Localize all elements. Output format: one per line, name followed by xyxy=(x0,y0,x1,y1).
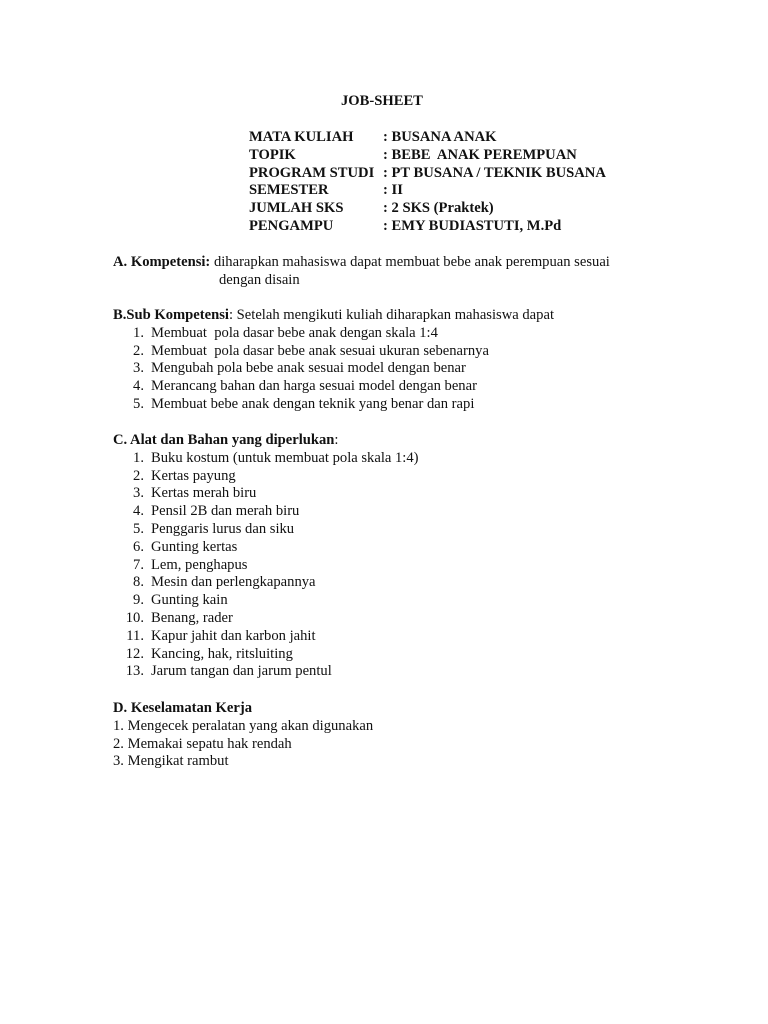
item-text: Gunting kertas xyxy=(151,538,238,555)
list-item xyxy=(113,521,419,539)
meta-label: PROGRAM STUDI xyxy=(249,164,375,181)
item-text: Benang, rader xyxy=(151,609,233,626)
list-item xyxy=(113,343,554,361)
item-text: Mesin dan perlengkapannya xyxy=(151,574,316,591)
course-meta-block xyxy=(249,129,606,236)
kompetensi-heading: A. Kompetensi: xyxy=(113,254,211,270)
item-number: 2. xyxy=(133,467,144,484)
alat-bahan-heading: C. Alat dan Bahan yang diperlukan xyxy=(113,432,335,448)
list-item xyxy=(113,468,419,486)
list-item xyxy=(113,592,419,610)
alat-bahan-heading-line xyxy=(113,432,419,450)
list-item xyxy=(113,378,554,396)
kompetensi-line-1 xyxy=(113,254,610,272)
meta-value: : BEBE ANAK PEREMPUAN xyxy=(383,146,577,163)
item-number: 5. xyxy=(133,520,144,537)
item-number: 2. xyxy=(133,342,144,359)
section-alat-bahan xyxy=(113,432,419,681)
list-item: 3. Mengikat rambut xyxy=(113,753,229,770)
item-number: 1. xyxy=(133,449,144,466)
section-sub-kompetensi xyxy=(113,307,554,414)
meta-row-jumlah-sks xyxy=(249,200,606,218)
list-item xyxy=(113,396,554,414)
item-number: 9. xyxy=(133,592,144,609)
sub-kompetensi-heading-line xyxy=(113,307,554,325)
item-number: 4. xyxy=(133,378,144,395)
meta-label: PENGAMPU xyxy=(249,217,334,234)
item-number: 11. xyxy=(126,627,144,644)
item-number: 1. xyxy=(133,324,144,341)
item-text: Kertas merah biru xyxy=(151,485,257,502)
item-text: Kertas payung xyxy=(151,467,236,484)
list-item xyxy=(113,557,419,575)
item-text: Merancang bahan dan harga sesuai model dengan benar xyxy=(151,378,477,395)
item-number: 4. xyxy=(133,503,144,520)
item-number: 6. xyxy=(133,538,144,555)
item-text: Kancing, hak, ritsluiting xyxy=(151,645,293,662)
meta-row-program-studi xyxy=(249,165,606,183)
item-number: 12. xyxy=(125,645,144,662)
list-item xyxy=(113,503,419,521)
item-text: Pensil 2B dan merah biru xyxy=(151,503,300,520)
meta-row-mata-kuliah xyxy=(249,129,606,147)
item-number: 5. xyxy=(133,395,144,412)
meta-label: TOPIK xyxy=(249,146,296,163)
item-text: Membuat pola dasar bebe anak sesuai ukuran sebenarnya xyxy=(151,342,489,359)
list-item xyxy=(113,485,419,503)
sub-kompetensi-intro: : Setelah mengikuti kuliah diharapkan mahasiswa dapat xyxy=(228,307,554,323)
alat-bahan-list xyxy=(113,450,419,681)
list-item xyxy=(113,646,419,664)
list-item xyxy=(113,628,419,646)
document-title: JOB-SHEET xyxy=(341,93,423,109)
item-text: Membuat bebe anak dengan teknik yang benar dan rapi xyxy=(151,395,475,412)
item-text: Membuat pola dasar bebe anak dengan skala 1:4 xyxy=(151,324,438,341)
meta-row-semester xyxy=(249,182,606,200)
list-item xyxy=(113,360,554,378)
item-number: 10. xyxy=(125,609,144,626)
list-item xyxy=(113,450,419,468)
item-text: Buku kostum (untuk membuat pola skala 1:4) xyxy=(151,449,419,466)
item-number: 3. xyxy=(133,360,144,377)
sub-kompetensi-list xyxy=(113,325,554,414)
sub-kompetensi-heading: B.Sub Kompetensi xyxy=(113,307,229,323)
list-item xyxy=(113,325,554,343)
list-item xyxy=(113,610,419,628)
item-text: Kapur jahit dan karbon jahit xyxy=(151,627,316,644)
item-text: Gunting kain xyxy=(151,592,228,609)
meta-value: : BUSANA ANAK xyxy=(383,129,497,145)
meta-label: SEMESTER xyxy=(249,182,329,199)
list-item xyxy=(113,574,419,592)
meta-value: : 2 SKS (Praktek) xyxy=(383,200,494,217)
list-item xyxy=(113,539,419,557)
meta-label: MATA KULIAH xyxy=(249,129,354,145)
alat-bahan-colon: : xyxy=(334,432,339,448)
list-item xyxy=(113,663,419,681)
meta-row-pengampu xyxy=(249,218,606,236)
item-text: Mengubah pola bebe anak sesuai model dengan benar xyxy=(151,360,466,377)
item-text: Jarum tangan dan jarum pentul xyxy=(151,663,332,680)
meta-value: : II xyxy=(383,182,403,199)
kompetensi-line-2: dengan disain xyxy=(219,271,300,288)
meta-row-topik xyxy=(249,147,606,165)
meta-value: : EMY BUDIASTUTI, M.Pd xyxy=(383,217,562,234)
meta-value: : PT BUSANA / TEKNIK BUSANA xyxy=(383,164,606,181)
item-number: 8. xyxy=(133,574,144,591)
item-text: Penggaris lurus dan siku xyxy=(151,520,295,537)
section-keselamatan xyxy=(113,700,373,771)
item-number: 13. xyxy=(125,663,144,680)
list-item: 1. Mengecek peralatan yang akan digunakan xyxy=(113,717,374,734)
keselamatan-heading: D. Keselamatan Kerja xyxy=(113,700,253,716)
meta-label: JUMLAH SKS xyxy=(249,200,344,217)
item-number: 3. xyxy=(133,485,144,502)
kompetensi-text: diharapkan mahasiswa dapat membuat bebe anak perempuan sesuai xyxy=(210,254,610,270)
list-item: 2. Memakai sepatu hak rendah xyxy=(113,735,292,752)
item-number: 7. xyxy=(133,556,144,573)
item-text: Lem, penghapus xyxy=(151,556,248,573)
section-kompetensi xyxy=(113,254,610,290)
